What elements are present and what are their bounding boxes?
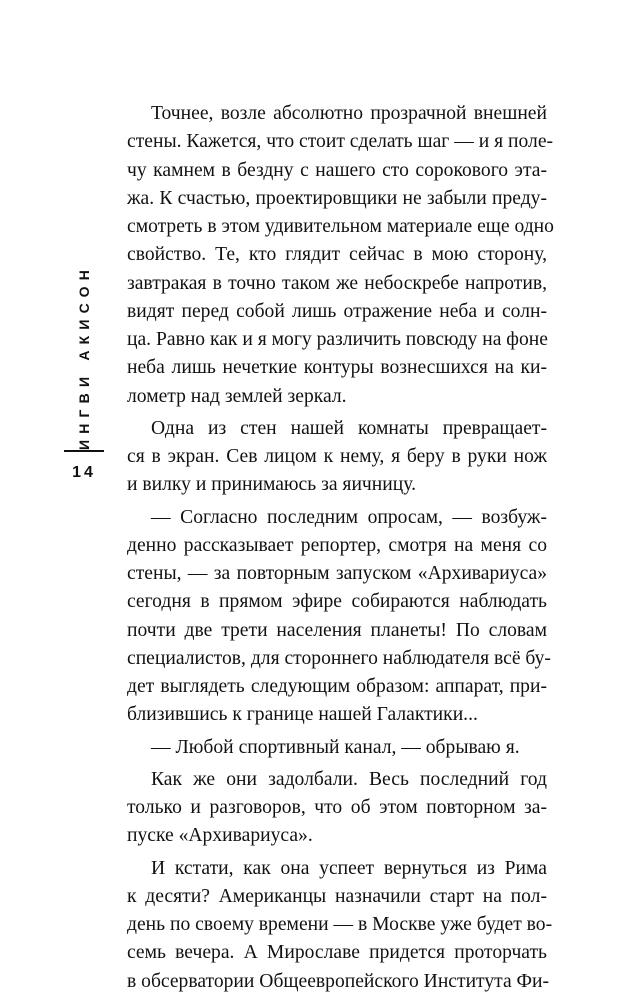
text-line: сегодня в прямом эфире собираются наблюдать xyxy=(127,591,547,613)
paragraph xyxy=(127,100,554,411)
author-name-text: ИНГВИ АКИСОН xyxy=(76,263,92,451)
text-line: только и разговоров, что об этом повторном за- xyxy=(127,797,547,818)
page-number: 14 xyxy=(72,464,96,481)
running-header-author xyxy=(64,263,104,451)
text-line: Одна из стен нашей комнаты превращает- xyxy=(151,417,547,439)
text-line: — Согласно последним опросам, — возбуж- xyxy=(151,506,547,528)
text-line: стены, — за повторным запуском «Архивариуса» xyxy=(127,563,547,584)
text-line: жа. К счастью, проектировщики не забыли преду- xyxy=(127,187,547,209)
text-line: семь вечера. А Мирославе придется проторчать xyxy=(127,942,547,964)
header-divider xyxy=(64,450,104,452)
text-line: Как же они задолбали. Весь последний год xyxy=(151,768,547,790)
text-line: ца. Равно как и я могу различить повсюду на фоне xyxy=(127,329,548,350)
text-line: специалистов, для стороннего наблюдателя всё бу- xyxy=(127,647,551,669)
paragraph xyxy=(127,504,551,730)
paragraph xyxy=(127,855,553,996)
text-line: стены. Кажется, что стоит сделать шаг — и я поле- xyxy=(127,131,554,153)
text-line: ся в экран. Сев лицом к нему, я беру в руки нож xyxy=(127,446,547,467)
paragraph xyxy=(127,766,547,851)
text-line: свойство. Те, кто глядит сейчас в мою сторону, xyxy=(127,244,547,266)
text-line: — Любой спортивный канал, — обрываю я. xyxy=(151,736,520,758)
body-text xyxy=(127,100,554,1000)
paragraph xyxy=(127,415,547,500)
text-line: чу камнем в бездну с нашего сто сорокового эта- xyxy=(127,159,547,181)
text-line: пуске «Архивариуса». xyxy=(127,825,313,847)
text-line: и вилку и принимаюсь за яичницу. xyxy=(127,474,416,496)
text-line: видят перед собой лишь отражение неба и солн- xyxy=(127,300,547,322)
text-line: в обсерватории Общеевропейского Института Фи- xyxy=(127,970,550,992)
paragraph xyxy=(127,734,547,762)
text-line: почти две трети населения планеты! По словам xyxy=(127,619,547,641)
text-line: денно рассказывает репортер, смотря на меня со xyxy=(127,534,547,556)
text-line: неба лишь нечеткие контуры вознесшихся на ки- xyxy=(127,357,547,379)
text-line: завтракая в точно таком же небоскребе напротив, xyxy=(127,272,547,294)
text-line: лометр над землей зеркал. xyxy=(127,385,347,407)
text-line: смотреть в этом удивительном материале еще одно xyxy=(127,216,554,237)
text-line: день по своему времени — в Москве уже будет во- xyxy=(127,914,553,935)
text-line: И кстати, как она успеет вернуться из Рима xyxy=(151,857,547,879)
text-line: дет выглядеть следующим образом: аппарат, при- xyxy=(127,676,547,697)
text-line: Точнее, возле абсолютно прозрачной внешней xyxy=(151,103,547,124)
text-line: к десяти? Американцы назначили старт на пол- xyxy=(127,885,547,907)
text-line: близившись к границе нашей Галактики... xyxy=(127,704,478,726)
